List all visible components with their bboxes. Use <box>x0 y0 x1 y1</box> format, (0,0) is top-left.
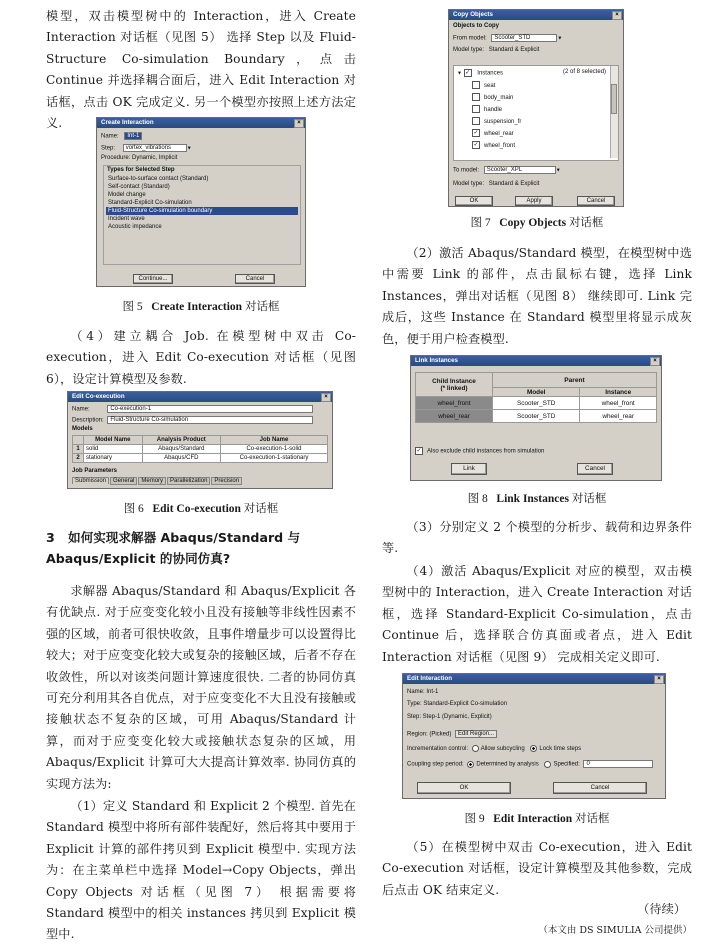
types-group <box>103 165 301 265</box>
instance-label: wheel_front <box>484 143 516 149</box>
interaction-type-item[interactable]: Self-contact (Standard) <box>108 184 170 190</box>
models-table-header: Job Name <box>220 436 327 445</box>
dialog-title: Edit Interaction <box>407 675 453 682</box>
models-table <box>72 435 328 463</box>
right-paragraph-4: （5）在模型树中双击 Co-execution，进入 Edit Co-execution 对话框，设定计算模型及其他参数，完成后点击 OK 结束定义. <box>382 840 692 897</box>
apply-button[interactable]: Apply <box>515 196 553 206</box>
step-text: Step: Step-1 (Dynamic, Explicit) <box>407 714 492 720</box>
instance-label: suspension_fr <box>484 119 522 125</box>
section-3-heading: 3 如何实现求解器 Abaqus/Standard 与 Abaqus/Explicit 的协同仿真? <box>46 530 301 567</box>
models-label: Models <box>72 426 93 432</box>
interaction-type-item[interactable]: Standard-Explicit Co-simulation <box>108 200 192 206</box>
continue-button[interactable]: Continue... <box>133 274 173 284</box>
instance-item[interactable] <box>472 116 521 128</box>
instance-item[interactable] <box>472 80 521 92</box>
instance-label: body_main <box>484 95 514 101</box>
interaction-type-item[interactable]: Surface-to-surface contact (Standard) <box>108 176 209 182</box>
child-instance-header: Child Instance (* linked) <box>416 373 493 397</box>
copy-objects-dialog <box>448 9 624 207</box>
instance-item[interactable] <box>472 92 521 104</box>
specified-radio[interactable] <box>544 761 551 768</box>
name-field[interactable]: Int-1 <box>124 132 142 140</box>
table-cell[interactable]: solid <box>84 445 143 454</box>
model-header: Model <box>493 388 580 397</box>
interaction-type-item[interactable]: Model change <box>108 192 146 198</box>
chevron-down-icon[interactable]: ▼ <box>557 35 563 42</box>
table-cell[interactable]: wheel_rear <box>580 410 657 423</box>
dialog-title-bar <box>403 674 665 684</box>
name-field[interactable]: Co-execution-1 <box>107 405 313 413</box>
instance-item[interactable] <box>472 128 521 140</box>
instances-checkbox[interactable]: ✓ <box>465 70 471 76</box>
to-be-continued: （待续） <box>637 902 686 916</box>
chevron-down-icon[interactable]: ▼ <box>457 70 462 77</box>
step-row: Step: vortex_vibrations ▼ <box>101 145 192 152</box>
table-cell[interactable]: 2 <box>73 454 84 463</box>
table-cell[interactable]: wheel_front <box>580 397 657 410</box>
scrollbar-thumb[interactable] <box>611 84 617 114</box>
to-model-row: To model: Scooter_XPL ▼ <box>453 167 561 174</box>
dialog-title-bar <box>68 392 332 402</box>
close-icon[interactable]: × <box>321 393 331 402</box>
model-type-row: Model type: Standard & Explicit <box>453 47 540 53</box>
edit-region-button[interactable]: Edit Region... <box>455 730 497 738</box>
edit-interaction-dialog <box>402 673 666 799</box>
scrollbar[interactable] <box>610 66 618 158</box>
dialog-title-bar <box>411 356 661 366</box>
create-interaction-dialog <box>96 117 306 287</box>
tab-general[interactable]: General <box>110 477 137 485</box>
figure-6-caption: 图 6 Edit Co-execution 对话框 <box>123 503 279 515</box>
dialog-title: Link Instances <box>415 357 458 364</box>
table-row[interactable] <box>73 445 328 454</box>
right-paragraph-2: （3）分别定义 2 个模型的分析步、载荷和边界条件等. <box>382 520 692 556</box>
job-parameters-label: Job Parameters <box>72 468 118 474</box>
tab-memory[interactable]: Memory <box>138 477 166 485</box>
tab-precision[interactable]: Precision <box>211 477 242 485</box>
left-paragraph-4: （1）定义 Standard 和 Explicit 2 个模型. 首先在 Standard 模型中将所有部件装配好，然后将其中要用于 Explicit 计算的部件拷贝到 Explicit 模型中. 实现方法为：在主菜单栏中选择 Model→Copy Objects，弹出 Copy Objects 对话框（见图 7） 根据需要将 Standard 模型中的相关 instances 拷贝到 Explicit 模型中. <box>46 799 356 942</box>
description-field[interactable]: Fluid-Structure Co-simulation <box>107 416 313 424</box>
table-cell[interactable]: Abaqus/CFD <box>142 454 220 463</box>
dialog-title: Copy Objects <box>453 11 493 18</box>
to-model-type-row: Model type: Standard & Explicit <box>453 181 540 187</box>
dialog-title: Create Interaction <box>101 119 154 126</box>
link-button[interactable]: Link <box>451 463 487 475</box>
procedure-text: Procedure: Dynamic, Implicit <box>101 155 178 161</box>
table-cell[interactable]: Scooter_STD <box>493 410 580 423</box>
name-row: Name: Co-execution-1 <box>72 405 313 413</box>
name-row: Name: Int-1 <box>101 132 142 140</box>
types-group-title: Types for Selected Step <box>107 167 175 173</box>
figure-7-caption: 图 7 Copy Objects 对话框 <box>470 217 604 229</box>
table-cell[interactable]: Scooter_STD <box>493 397 580 410</box>
table-cell[interactable]: wheel_front <box>416 397 493 410</box>
close-icon[interactable]: × <box>294 119 304 128</box>
cancel-button[interactable]: Cancel <box>553 782 647 794</box>
description-row: Description: Fluid-Structure Co-simulation <box>72 416 313 424</box>
close-icon[interactable]: × <box>654 675 664 684</box>
cancel-button[interactable]: Cancel <box>235 274 275 284</box>
close-icon[interactable]: × <box>612 11 622 20</box>
ok-button[interactable]: OK <box>417 782 511 794</box>
right-paragraph-3: （4）激活 Abaqus/Explicit 对应的模型，双击模型树中的 Interaction，进入 Create Interaction 对话框，选择 Standard-Explicit Co-simulation，点击 Continue 后，选择联合仿真面或者点，进入 Edit Interaction 对话框（见图 9） 完成相关定义即可. <box>382 564 692 664</box>
exclude-row: ✓ Also exclude child instances from simulation <box>416 448 545 455</box>
allow-subcycling-radio[interactable] <box>472 745 479 752</box>
types-list <box>106 175 298 231</box>
instance-item[interactable] <box>472 104 521 116</box>
table-cell[interactable]: 1 <box>73 445 84 454</box>
link-instances-dialog <box>410 355 662 481</box>
lock-time-steps-radio[interactable] <box>530 745 537 752</box>
instance-checkbox[interactable] <box>472 81 480 89</box>
cancel-button[interactable]: Cancel <box>577 196 615 206</box>
dialog-title: Edit Co-execution <box>72 393 125 400</box>
models-table-header: Model Name <box>84 436 143 445</box>
instance-header: Instance <box>580 388 657 397</box>
interaction-type-item[interactable]: Incident wave <box>108 216 145 222</box>
interaction-type-item[interactable]: Acoustic impedance <box>108 224 162 230</box>
edit-coexecution-dialog <box>67 391 333 489</box>
figure-5-caption: 图 5 Create Interaction 对话框 <box>122 301 280 313</box>
parent-header: Parent <box>493 373 657 388</box>
step-select[interactable]: vortex_vibrations <box>123 144 187 152</box>
instance-checkbox[interactable]: ✓ <box>473 142 479 149</box>
exclude-checkbox[interactable]: ✓ <box>416 448 422 454</box>
instance-label: seat <box>484 83 496 89</box>
interaction-type-item[interactable]: Fluid-Structure Co-simulation boundary <box>106 207 298 215</box>
instance-checkbox[interactable] <box>472 93 480 101</box>
table-cell[interactable]: Co-execution-1-solid <box>220 445 327 454</box>
instances-tree[interactable] <box>453 65 619 161</box>
right-paragraph-1: （2）激活 Abaqus/Standard 模型，在模型树中选中需要 Link 的部件，点击鼠标右键，选择 Link Instances，弹出对话框（见图 8） 继续即可. Link 完成后，这些 Instance 在 Standard 模型里将显示成灰色，便于用户检查模型. <box>382 246 692 346</box>
instance-label: handle <box>484 107 503 113</box>
job-parameter-tabs <box>72 478 243 484</box>
figure-8-caption: 图 8 Link Instances 对话框 <box>467 493 607 505</box>
instance-label: wheel_rear <box>484 131 514 137</box>
table-row[interactable] <box>73 454 328 463</box>
table-row[interactable] <box>416 397 657 410</box>
specified-input[interactable]: 0 <box>583 760 653 768</box>
dialog-title-bar <box>97 118 305 128</box>
link-instances-table <box>415 372 657 423</box>
instance-item[interactable] <box>472 140 521 152</box>
table-row[interactable] <box>416 410 657 423</box>
source-note: （本文由 DS SIMULIA 公司提供） <box>538 925 692 936</box>
tab-submission[interactable]: Submission <box>72 477 109 484</box>
incrementation-row: Incrementation control: Allow subcycling Lock time steps <box>407 746 582 753</box>
to-model-select[interactable]: Scooter_XPL <box>484 166 556 174</box>
close-icon[interactable]: × <box>650 357 660 366</box>
left-paragraph-1: 模型，双击模型树中的 Interaction，进入 Create Interaction 对话框（见图 5） 选择 Step 以及 Fluid-Structure Co-simulation Boundary，点击 Continue 并选择耦合面后，进入 Edit Interaction 对话框，点击 OK 完成定义. 另一个模型亦按照上述方法定义. <box>46 9 356 131</box>
chevron-down-icon[interactable]: ▼ <box>186 145 192 152</box>
table-cell[interactable]: Abaqus/Standard <box>142 445 220 454</box>
left-paragraph-2: （4）建立耦合 Job. 在模型树中双击 Co-execution，进入 Edit Co-execution 对话框（见图 6），设定计算模型及参数. <box>46 329 356 386</box>
objects-to-copy-label: Objects to Copy <box>453 23 500 29</box>
name-text: Name: Int-1 <box>407 689 439 695</box>
region-row: Region: (Picked) Edit Region... <box>407 730 497 738</box>
figure-9-caption: 图 9 Edit Interaction 对话框 <box>464 813 610 825</box>
from-model-row: From model: Scooter_STD ▼ <box>453 35 563 42</box>
table-cell[interactable]: wheel_rear <box>416 410 493 423</box>
models-table-header: Analysis Product <box>142 436 220 445</box>
instances-root[interactable]: ▼ ✓ Instances (2 of 8 selected) <box>457 69 607 77</box>
left-paragraph-3: 求解器 Abaqus/Standard 和 Abaqus/Explicit 各有优缺点. 对于应变变化较小且没有接触等非线性因素不强的区域，前者可很快收敛，且事件增量步可以设置得比较大；对于应变变化较大或复杂的接触区域，后者不存在收敛性，所以对该类问题计算速度很快. 二者的协同仿真可充分利用其各自优点，对于应变变化不大且没有接触或接触状态不复杂的区域，可用 Abaqus/Standard 计算，而对于应变变化较大或接触状态复杂的区域，用 Abaqus/Explicit 计算可大大提高计算效率. 协同仿真的实现方法为: <box>46 584 356 791</box>
dialog-title-bar <box>449 10 623 20</box>
instance-list <box>472 80 521 152</box>
chevron-down-icon[interactable]: ▼ <box>555 167 561 174</box>
cancel-button[interactable]: Cancel <box>577 463 613 475</box>
coupling-row: Coupling step period: Determined by analysis Specified: 0 <box>407 760 653 768</box>
determined-by-analysis-radio[interactable] <box>467 761 474 768</box>
instance-checkbox[interactable]: ✓ <box>473 130 479 137</box>
table-cell[interactable]: stationary <box>84 454 143 463</box>
type-text: Type: Standard-Explicit Co-simulation <box>407 701 508 707</box>
instance-checkbox[interactable] <box>472 117 480 125</box>
table-cell[interactable]: Co-execution-1-stationary <box>220 454 327 463</box>
tab-parallelization[interactable]: Parallelization <box>167 477 210 485</box>
instance-checkbox[interactable] <box>472 105 480 113</box>
ok-button[interactable]: OK <box>455 196 493 206</box>
from-model-select[interactable]: Scooter_STD <box>491 34 557 42</box>
